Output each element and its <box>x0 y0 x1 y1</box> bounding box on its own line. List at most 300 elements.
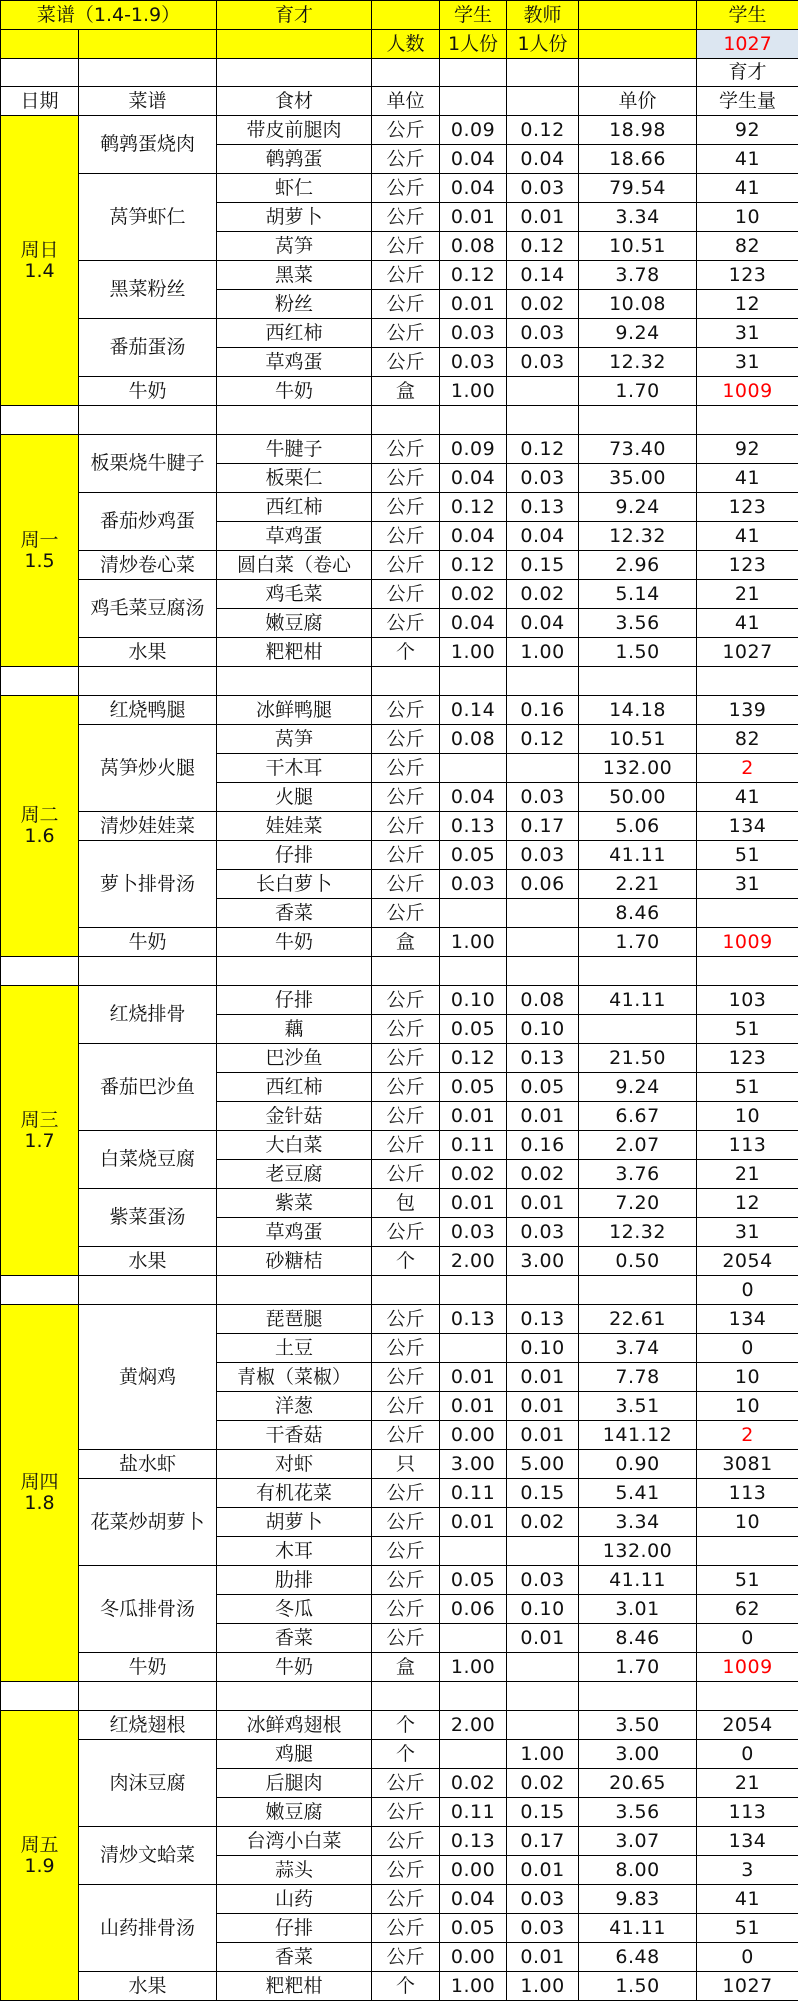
student-header-cell-2[interactable]: 学生 <box>697 1 798 30</box>
teacher-portion-value[interactable]: 0.13 <box>507 1305 579 1334</box>
ingredient-cell[interactable]: 带皮前腿肉 <box>217 116 372 145</box>
student-portion-value[interactable]: 0.11 <box>440 1479 507 1508</box>
price-value[interactable]: 41.11 <box>579 986 697 1015</box>
ingredient-cell[interactable]: 西红柿 <box>217 1073 372 1102</box>
student-qty-value[interactable]: 41 <box>697 522 798 551</box>
student-portion-value[interactable]: 0.00 <box>440 1421 507 1450</box>
ingredient-cell[interactable]: 台湾小白菜 <box>217 1827 372 1856</box>
unit-cell[interactable]: 公斤 <box>372 609 440 638</box>
teacher-portion-value[interactable]: 0.15 <box>507 1479 579 1508</box>
unit-cell[interactable]: 公斤 <box>372 812 440 841</box>
teacher-portion-value[interactable]: 0.02 <box>507 1160 579 1189</box>
student-qty-value[interactable]: 10 <box>697 1102 798 1131</box>
student-portion-value[interactable] <box>440 1740 507 1769</box>
teacher-portion-value[interactable]: 0.10 <box>507 1015 579 1044</box>
student-qty-value[interactable]: 82 <box>697 232 798 261</box>
separator-cell[interactable] <box>440 667 507 696</box>
student-qty-value[interactable]: 41 <box>697 464 798 493</box>
price-value[interactable]: 8.00 <box>579 1856 697 1885</box>
teacher-portion-value[interactable]: 0.05 <box>507 1073 579 1102</box>
student-portion-value[interactable]: 0.03 <box>440 870 507 899</box>
unit-cell[interactable]: 公斤 <box>372 348 440 377</box>
price-value[interactable]: 1.50 <box>579 1972 697 2001</box>
teacher-portion-value[interactable]: 0.16 <box>507 696 579 725</box>
student-portion-value[interactable]: 0.03 <box>440 348 507 377</box>
unit-cell[interactable]: 公斤 <box>372 1508 440 1537</box>
price-value[interactable]: 18.66 <box>579 145 697 174</box>
unit-cell[interactable]: 公斤 <box>372 1537 440 1566</box>
ingredient-cell[interactable]: 粉丝 <box>217 290 372 319</box>
student-portion-value[interactable]: 0.01 <box>440 290 507 319</box>
separator-cell[interactable] <box>1 1682 79 1711</box>
student-portion-value[interactable]: 0.04 <box>440 174 507 203</box>
ingredient-cell[interactable]: 砂糖桔 <box>217 1247 372 1276</box>
student-qty-value[interactable]: 2054 <box>697 1711 798 1740</box>
separator-cell[interactable] <box>579 667 697 696</box>
price-value[interactable]: 14.18 <box>579 696 697 725</box>
teacher-portion-value[interactable]: 1.00 <box>507 1740 579 1769</box>
teacher-portion-value[interactable]: 0.13 <box>507 493 579 522</box>
ingredient-cell[interactable]: 牛奶 <box>217 377 372 406</box>
student-qty-value[interactable]: 10 <box>697 1508 798 1537</box>
price-value[interactable]: 6.48 <box>579 1943 697 1972</box>
student-qty-value[interactable]: 51 <box>697 841 798 870</box>
price-value[interactable]: 2.21 <box>579 870 697 899</box>
separator-cell[interactable] <box>1 1276 79 1305</box>
separator-cell[interactable] <box>697 406 798 435</box>
student-portion-value[interactable] <box>440 899 507 928</box>
qty-column-header[interactable]: 学生量 <box>697 87 798 116</box>
student-qty-value[interactable]: 62 <box>697 1595 798 1624</box>
price-value[interactable]: 3.34 <box>579 1508 697 1537</box>
price-value[interactable]: 10.08 <box>579 290 697 319</box>
unit-cell[interactable]: 公斤 <box>372 1334 440 1363</box>
student-qty-value[interactable]: 113 <box>697 1131 798 1160</box>
day-cell[interactable] <box>1 986 79 1276</box>
student-header-cell[interactable]: 学生 <box>440 1 507 30</box>
empty-column-header[interactable] <box>440 87 507 116</box>
teacher-portion-value[interactable]: 0.01 <box>507 1943 579 1972</box>
teacher-portion-value[interactable]: 0.03 <box>507 174 579 203</box>
empty-header-cell[interactable] <box>579 1 697 30</box>
unit-cell[interactable]: 公斤 <box>372 1798 440 1827</box>
dish-cell[interactable]: 板栗烧牛腱子 <box>79 435 217 493</box>
unit-cell[interactable]: 公斤 <box>372 1827 440 1856</box>
price-value[interactable]: 21.50 <box>579 1044 697 1073</box>
student-qty-value[interactable]: 0 <box>697 1943 798 1972</box>
date-column-header[interactable]: 日期 <box>1 87 79 116</box>
unit-cell[interactable]: 公斤 <box>372 1015 440 1044</box>
unit-cell[interactable]: 公斤 <box>372 1624 440 1653</box>
teacher-portion-value[interactable]: 0.03 <box>507 464 579 493</box>
teacher-portion-value[interactable]: 0.10 <box>507 1595 579 1624</box>
student-portion-value[interactable]: 0.04 <box>440 1885 507 1914</box>
student-qty-value[interactable]: 51 <box>697 1914 798 1943</box>
unit-cell[interactable]: 公斤 <box>372 116 440 145</box>
student-portion-value[interactable]: 0.03 <box>440 319 507 348</box>
unit-cell[interactable]: 公斤 <box>372 261 440 290</box>
teacher-portion-value[interactable]: 0.01 <box>507 1392 579 1421</box>
ingredient-cell[interactable]: 牛奶 <box>217 1653 372 1682</box>
student-qty-value[interactable]: 92 <box>697 435 798 464</box>
empty-cell[interactable] <box>507 59 579 87</box>
dish-cell[interactable]: 鸡毛菜豆腐汤 <box>79 580 217 638</box>
student-qty-value[interactable]: 31 <box>697 870 798 899</box>
student-qty-value[interactable] <box>697 899 798 928</box>
unit-cell[interactable]: 公斤 <box>372 1073 440 1102</box>
price-value[interactable]: 10.51 <box>579 232 697 261</box>
student-qty-value[interactable]: 3 <box>697 1856 798 1885</box>
unit-cell[interactable]: 公斤 <box>372 1856 440 1885</box>
teacher-portion-value[interactable]: 5.00 <box>507 1450 579 1479</box>
student-qty-value[interactable]: 123 <box>697 1044 798 1073</box>
dish-cell[interactable]: 牛奶 <box>79 928 217 957</box>
student-portion-value[interactable]: 0.01 <box>440 1508 507 1537</box>
price-value[interactable]: 6.67 <box>579 1102 697 1131</box>
price-value[interactable]: 41.11 <box>579 841 697 870</box>
ingredient-cell[interactable]: 粑粑柑 <box>217 638 372 667</box>
separator-cell[interactable] <box>1 957 79 986</box>
unit-cell[interactable]: 公斤 <box>372 1102 440 1131</box>
price-value[interactable]: 8.46 <box>579 1624 697 1653</box>
unit-column-header[interactable]: 单位 <box>372 87 440 116</box>
student-qty-value[interactable]: 0 <box>697 1334 798 1363</box>
price-value[interactable]: 3.00 <box>579 1740 697 1769</box>
separator-cell[interactable] <box>440 1682 507 1711</box>
student-portion-value[interactable]: 0.13 <box>440 812 507 841</box>
teacher-portion-value[interactable]: 0.02 <box>507 290 579 319</box>
price-value[interactable]: 3.50 <box>579 1711 697 1740</box>
student-qty-value[interactable]: 10 <box>697 1392 798 1421</box>
unit-cell[interactable]: 公斤 <box>372 1044 440 1073</box>
separator-cell[interactable] <box>79 406 217 435</box>
ingredient-cell[interactable]: 板栗仁 <box>217 464 372 493</box>
school-header-cell[interactable]: 育才 <box>217 1 372 30</box>
student-qty-value[interactable]: 123 <box>697 493 798 522</box>
ingredient-cell[interactable]: 洋葱 <box>217 1392 372 1421</box>
unit-cell[interactable]: 公斤 <box>372 232 440 261</box>
student-portion-value[interactable]: 0.04 <box>440 783 507 812</box>
ingredient-cell[interactable]: 火腿 <box>217 783 372 812</box>
unit-cell[interactable]: 公斤 <box>372 435 440 464</box>
separator-cell[interactable] <box>697 957 798 986</box>
price-value[interactable]: 73.40 <box>579 435 697 464</box>
dish-cell[interactable]: 番茄炒鸡蛋 <box>79 493 217 551</box>
teacher-portion-value[interactable]: 0.10 <box>507 1334 579 1363</box>
teacher-portion-value[interactable]: 0.01 <box>507 1102 579 1131</box>
student-qty-value[interactable]: 2 <box>697 1421 798 1450</box>
day-cell[interactable] <box>1 696 79 957</box>
teacher-portion-value[interactable]: 0.02 <box>507 1769 579 1798</box>
day-cell[interactable] <box>1 1305 79 1682</box>
ingredient-cell[interactable]: 紫菜 <box>217 1189 372 1218</box>
separator-cell[interactable] <box>79 1682 217 1711</box>
student-qty-value[interactable]: 82 <box>697 725 798 754</box>
separator-qty-cell[interactable]: 0 <box>697 1276 798 1305</box>
separator-cell[interactable] <box>579 1682 697 1711</box>
price-value[interactable]: 3.07 <box>579 1827 697 1856</box>
teacher-portion-value[interactable]: 0.03 <box>507 1218 579 1247</box>
separator-cell[interactable] <box>579 406 697 435</box>
price-value[interactable]: 5.41 <box>579 1479 697 1508</box>
teacher-header-cell[interactable]: 教师 <box>507 1 579 30</box>
unit-cell[interactable]: 盒 <box>372 377 440 406</box>
student-qty-value[interactable]: 0 <box>697 1740 798 1769</box>
price-value[interactable]: 9.83 <box>579 1885 697 1914</box>
student-portion-value[interactable]: 0.04 <box>440 145 507 174</box>
ingredient-cell[interactable]: 圆白菜（卷心 <box>217 551 372 580</box>
price-value[interactable]: 5.14 <box>579 580 697 609</box>
ingredient-cell[interactable]: 香菜 <box>217 899 372 928</box>
unit-cell[interactable]: 公斤 <box>372 290 440 319</box>
teacher-portion-value[interactable]: 1.00 <box>507 1972 579 2001</box>
dish-cell[interactable]: 鹌鹑蛋烧肉 <box>79 116 217 174</box>
student-portion-value[interactable]: 2.00 <box>440 1247 507 1276</box>
separator-cell[interactable] <box>1 667 79 696</box>
student-portion-value[interactable]: 0.03 <box>440 1218 507 1247</box>
unit-cell[interactable]: 公斤 <box>372 1566 440 1595</box>
ingredient-cell[interactable]: 胡萝卜 <box>217 203 372 232</box>
ingredient-cell[interactable]: 琵琶腿 <box>217 1305 372 1334</box>
price-value[interactable]: 2.07 <box>579 1131 697 1160</box>
unit-cell[interactable]: 个 <box>372 1972 440 2001</box>
ingredient-cell[interactable]: 莴笋 <box>217 232 372 261</box>
student-qty-value[interactable]: 1027 <box>697 1972 798 2001</box>
unit-cell[interactable]: 公斤 <box>372 1421 440 1450</box>
teacher-portion-value[interactable]: 0.03 <box>507 841 579 870</box>
student-qty-value[interactable]: 51 <box>697 1566 798 1595</box>
dish-cell[interactable]: 肉沫豆腐 <box>79 1740 217 1827</box>
student-portion-value[interactable]: 0.01 <box>440 1363 507 1392</box>
teacher-portion-value[interactable] <box>507 1653 579 1682</box>
separator-cell[interactable] <box>79 957 217 986</box>
student-portion-value[interactable]: 0.00 <box>440 1856 507 1885</box>
price-value[interactable]: 22.61 <box>579 1305 697 1334</box>
student-portion-value[interactable] <box>440 754 507 783</box>
separator-cell[interactable] <box>507 406 579 435</box>
price-value[interactable]: 1.70 <box>579 1653 697 1682</box>
separator-cell[interactable] <box>579 1276 697 1305</box>
teacher-portion-value[interactable] <box>507 377 579 406</box>
student-portion-value[interactable]: 0.00 <box>440 1943 507 1972</box>
unit-cell[interactable]: 公斤 <box>372 841 440 870</box>
ingredient-cell[interactable]: 黑菜 <box>217 261 372 290</box>
teacher-portion-value[interactable]: 0.15 <box>507 551 579 580</box>
unit-cell[interactable]: 公斤 <box>372 319 440 348</box>
empty-cell[interactable] <box>79 59 217 87</box>
student-portion-value[interactable]: 0.01 <box>440 1102 507 1131</box>
student-portion-value[interactable]: 0.02 <box>440 580 507 609</box>
ingredient-cell[interactable]: 金针菇 <box>217 1102 372 1131</box>
student-qty-value[interactable]: 2054 <box>697 1247 798 1276</box>
student-qty-value[interactable]: 2 <box>697 754 798 783</box>
dish-cell[interactable]: 黄焖鸡 <box>79 1305 217 1450</box>
dish-cell[interactable]: 牛奶 <box>79 1653 217 1682</box>
dish-cell[interactable]: 黑菜粉丝 <box>79 261 217 319</box>
student-qty-value[interactable]: 31 <box>697 319 798 348</box>
student-portion-value[interactable]: 0.13 <box>440 1305 507 1334</box>
student-qty-value[interactable]: 123 <box>697 551 798 580</box>
teacher-portion-cell[interactable]: 1人份 <box>507 30 579 59</box>
ingredient-cell[interactable]: 仔排 <box>217 841 372 870</box>
student-qty-value[interactable]: 103 <box>697 986 798 1015</box>
dish-column-header[interactable]: 菜谱 <box>79 87 217 116</box>
unit-cell[interactable]: 公斤 <box>372 754 440 783</box>
ingredient-cell[interactable]: 嫩豆腐 <box>217 609 372 638</box>
teacher-portion-value[interactable]: 0.03 <box>507 348 579 377</box>
ingredient-cell[interactable]: 蒜头 <box>217 1856 372 1885</box>
dish-cell[interactable]: 清炒娃娃菜 <box>79 812 217 841</box>
price-value[interactable]: 9.24 <box>579 493 697 522</box>
dish-cell[interactable]: 牛奶 <box>79 377 217 406</box>
ingredient-cell[interactable]: 香菜 <box>217 1624 372 1653</box>
empty-header-cell[interactable] <box>79 30 217 59</box>
price-value[interactable]: 79.54 <box>579 174 697 203</box>
student-qty-value[interactable]: 1009 <box>697 377 798 406</box>
dish-cell[interactable]: 红烧鸭腿 <box>79 696 217 725</box>
student-portion-value[interactable]: 0.04 <box>440 522 507 551</box>
student-qty-value[interactable]: 41 <box>697 1885 798 1914</box>
student-portion-value[interactable]: 1.00 <box>440 638 507 667</box>
ingredient-cell[interactable]: 藕 <box>217 1015 372 1044</box>
unit-cell[interactable]: 公斤 <box>372 551 440 580</box>
student-qty-value[interactable]: 31 <box>697 1218 798 1247</box>
price-value[interactable]: 132.00 <box>579 754 697 783</box>
student-qty-value[interactable]: 134 <box>697 1827 798 1856</box>
ingredient-cell[interactable]: 老豆腐 <box>217 1160 372 1189</box>
unit-cell[interactable]: 公斤 <box>372 522 440 551</box>
student-portion-value[interactable]: 0.01 <box>440 1189 507 1218</box>
student-qty-value[interactable]: 1027 <box>697 638 798 667</box>
ingredient-cell[interactable]: 冬瓜 <box>217 1595 372 1624</box>
unit-cell[interactable]: 个 <box>372 1711 440 1740</box>
student-qty-value[interactable]: 41 <box>697 609 798 638</box>
student-portion-value[interactable]: 0.13 <box>440 1827 507 1856</box>
unit-cell[interactable]: 公斤 <box>372 1363 440 1392</box>
unit-cell[interactable]: 公斤 <box>372 1218 440 1247</box>
teacher-portion-value[interactable] <box>507 928 579 957</box>
teacher-portion-value[interactable]: 0.12 <box>507 232 579 261</box>
student-portion-value[interactable]: 0.05 <box>440 1914 507 1943</box>
teacher-portion-value[interactable]: 0.17 <box>507 812 579 841</box>
teacher-portion-value[interactable]: 0.04 <box>507 145 579 174</box>
student-qty-value[interactable]: 41 <box>697 174 798 203</box>
teacher-portion-value[interactable]: 0.12 <box>507 725 579 754</box>
price-value[interactable]: 50.00 <box>579 783 697 812</box>
student-portion-value[interactable]: 0.09 <box>440 116 507 145</box>
unit-cell[interactable]: 公斤 <box>372 986 440 1015</box>
teacher-portion-value[interactable]: 0.03 <box>507 1566 579 1595</box>
student-qty-value[interactable]: 51 <box>697 1073 798 1102</box>
student-portion-value[interactable]: 0.04 <box>440 609 507 638</box>
price-value[interactable]: 3.56 <box>579 1798 697 1827</box>
ingredient-cell[interactable]: 胡萝卜 <box>217 1508 372 1537</box>
student-portion-value[interactable]: 0.06 <box>440 1595 507 1624</box>
teacher-portion-value[interactable] <box>507 754 579 783</box>
student-portion-value[interactable]: 1.00 <box>440 377 507 406</box>
ingredient-cell[interactable]: 大白菜 <box>217 1131 372 1160</box>
dish-cell[interactable]: 清炒卷心菜 <box>79 551 217 580</box>
dish-cell[interactable]: 水果 <box>79 1972 217 2001</box>
price-value[interactable]: 9.24 <box>579 319 697 348</box>
price-value[interactable]: 41.11 <box>579 1566 697 1595</box>
teacher-portion-value[interactable]: 0.04 <box>507 609 579 638</box>
student-portion-value[interactable]: 0.05 <box>440 1566 507 1595</box>
teacher-portion-value[interactable]: 0.01 <box>507 1856 579 1885</box>
teacher-portion-value[interactable]: 0.08 <box>507 986 579 1015</box>
ingredient-cell[interactable]: 仔排 <box>217 1914 372 1943</box>
ingredient-cell[interactable]: 鸡腿 <box>217 1740 372 1769</box>
dish-cell[interactable]: 萝卜排骨汤 <box>79 841 217 928</box>
teacher-portion-value[interactable]: 0.03 <box>507 783 579 812</box>
empty-cell[interactable] <box>217 59 372 87</box>
ingredient-cell[interactable]: 西红柿 <box>217 319 372 348</box>
teacher-portion-value[interactable]: 0.03 <box>507 1885 579 1914</box>
price-value[interactable]: 7.78 <box>579 1363 697 1392</box>
teacher-portion-value[interactable]: 0.06 <box>507 870 579 899</box>
unit-cell[interactable]: 公斤 <box>372 1769 440 1798</box>
student-qty-value[interactable] <box>697 1537 798 1566</box>
separator-cell[interactable] <box>372 1682 440 1711</box>
unit-cell[interactable]: 公斤 <box>372 725 440 754</box>
unit-cell[interactable]: 个 <box>372 638 440 667</box>
price-column-header[interactable]: 单价 <box>579 87 697 116</box>
ingredient-cell[interactable]: 草鸡蛋 <box>217 1218 372 1247</box>
unit-cell[interactable]: 公斤 <box>372 145 440 174</box>
separator-cell[interactable] <box>217 1682 372 1711</box>
student-portion-value[interactable]: 0.12 <box>440 551 507 580</box>
unit-cell[interactable]: 公斤 <box>372 870 440 899</box>
empty-cell[interactable] <box>579 59 697 87</box>
separator-cell[interactable] <box>1 406 79 435</box>
ingredient-cell[interactable]: 肋排 <box>217 1566 372 1595</box>
student-qty-value[interactable]: 3081 <box>697 1450 798 1479</box>
price-value[interactable]: 10.51 <box>579 725 697 754</box>
price-value[interactable]: 3.51 <box>579 1392 697 1421</box>
price-value[interactable]: 141.12 <box>579 1421 697 1450</box>
dish-cell[interactable]: 红烧翅根 <box>79 1711 217 1740</box>
price-value[interactable] <box>579 1015 697 1044</box>
ingredient-cell[interactable]: 青椒（菜椒） <box>217 1363 372 1392</box>
separator-cell[interactable] <box>507 667 579 696</box>
separator-cell[interactable] <box>372 1276 440 1305</box>
teacher-portion-value[interactable]: 0.03 <box>507 319 579 348</box>
separator-cell[interactable] <box>217 1276 372 1305</box>
dish-cell[interactable]: 番茄巴沙鱼 <box>79 1044 217 1131</box>
student-portion-value[interactable]: 1.00 <box>440 1653 507 1682</box>
student-portion-value[interactable]: 0.08 <box>440 725 507 754</box>
student-qty-value[interactable]: 134 <box>697 1305 798 1334</box>
student-qty-value[interactable]: 113 <box>697 1798 798 1827</box>
unit-cell[interactable]: 盒 <box>372 928 440 957</box>
student-portion-value[interactable]: 0.11 <box>440 1798 507 1827</box>
student-qty-value[interactable]: 51 <box>697 1015 798 1044</box>
student-qty-value[interactable]: 21 <box>697 1160 798 1189</box>
teacher-portion-value[interactable]: 0.16 <box>507 1131 579 1160</box>
ingredient-cell[interactable]: 长白萝卜 <box>217 870 372 899</box>
teacher-portion-value[interactable]: 0.01 <box>507 1189 579 1218</box>
price-value[interactable]: 0.90 <box>579 1450 697 1479</box>
separator-cell[interactable] <box>217 406 372 435</box>
separator-cell[interactable] <box>440 406 507 435</box>
unit-cell[interactable]: 公斤 <box>372 1885 440 1914</box>
teacher-portion-value[interactable]: 0.02 <box>507 1508 579 1537</box>
ingredient-cell[interactable]: 粑粑柑 <box>217 1972 372 2001</box>
separator-cell[interactable] <box>217 667 372 696</box>
dish-cell[interactable]: 水果 <box>79 638 217 667</box>
student-qty-value[interactable]: 12 <box>697 1189 798 1218</box>
price-value[interactable]: 3.56 <box>579 609 697 638</box>
